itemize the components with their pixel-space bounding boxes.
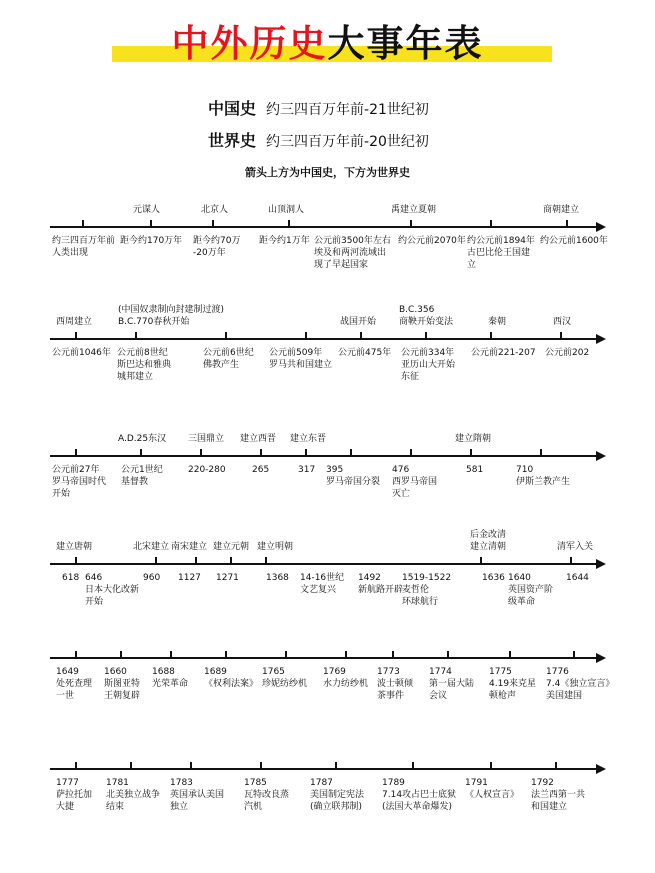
- timeline-tick: [490, 220, 492, 227]
- world-event-label: 618: [62, 573, 80, 583]
- world-event-label: 公元前221-207: [471, 348, 536, 358]
- world-event-label: 距今约1万年: [259, 236, 310, 246]
- timeline-tick: [560, 332, 562, 339]
- timeline-tick: [190, 762, 192, 769]
- timeline-tick: [305, 332, 307, 339]
- timeline-tick: [470, 449, 472, 456]
- world-event-label: 1792 法兰西第一共 和国建立: [531, 778, 586, 812]
- timeline-axis: [50, 768, 598, 770]
- world-event-label: 1777 萨拉托加 大捷: [56, 778, 93, 812]
- timeline-tick: [82, 220, 84, 227]
- timeline-axis: [50, 338, 598, 340]
- timeline-tick: [260, 449, 262, 456]
- world-event-label: 14-16世纪 文艺复兴: [300, 573, 345, 595]
- subtitle-china-range: 约三四百万年前-21世纪初: [266, 102, 429, 118]
- world-event-label: 公元前27年 罗马帝国时代 开始: [52, 465, 107, 499]
- china-event-label: 建立西晋: [240, 434, 277, 444]
- china-event-label: 建立隋朝: [455, 434, 492, 444]
- timeline-tick: [75, 449, 77, 456]
- world-event-label: 约三四百万年前 人类出现: [52, 236, 116, 258]
- world-event-label: 公元前202: [545, 348, 590, 358]
- timeline-tick: [75, 557, 77, 564]
- timeline-tick: [345, 651, 347, 658]
- world-event-label: 距今约170万年: [120, 236, 183, 246]
- world-event-label: 646 日本大化改新 开始: [85, 573, 140, 607]
- timeline-axis: [50, 657, 598, 659]
- subtitle-world: [208, 128, 429, 151]
- world-event-label: 公元前3500年左右 埃及和两河流域出 现了早起国家: [314, 236, 391, 270]
- world-event-label: 1688 光荣革命: [152, 667, 189, 689]
- timeline-tick: [212, 220, 214, 227]
- world-event-label: 1644: [566, 573, 589, 583]
- arrow-head-icon: [596, 559, 606, 569]
- world-event-label: 476 西罗马帝国 灭亡: [392, 465, 438, 499]
- timeline-tick: [230, 557, 232, 564]
- timeline-tick: [410, 449, 412, 456]
- subtitle-china-label: 中国史: [208, 99, 257, 118]
- world-event-label: 317: [298, 465, 316, 475]
- world-event-label: 1660 斯图亚特 王朝复辟: [104, 667, 141, 701]
- timeline-tick: [490, 332, 492, 339]
- timeline-tick: [155, 557, 157, 564]
- world-event-label: 1774 第一届大陆 会议: [429, 667, 475, 701]
- china-event-label: 建立唐朝: [56, 542, 93, 552]
- title-red-part: 中外历史: [171, 22, 328, 65]
- world-event-label: 1689 《权利法案》: [204, 667, 259, 689]
- world-event-label: 220-280: [188, 465, 226, 475]
- timeline-tick: [490, 762, 492, 769]
- title-black-part: 大事年表: [327, 22, 484, 65]
- world-event-label: 1519-1522 麦哲伦 环球航行: [402, 573, 452, 607]
- timeline-tick: [566, 220, 568, 227]
- timeline-tick: [75, 762, 77, 769]
- china-event-label: 西周建立: [56, 317, 93, 327]
- timeline-tick: [140, 449, 142, 456]
- world-event-label: 1785 瓦特改良蒸 汽机: [244, 778, 290, 812]
- world-event-label: 1787 美国制定宪法 (确立联邦制): [310, 778, 365, 812]
- timeline-note: 箭头上方为中国史，下方为世界史: [245, 166, 410, 179]
- timeline-tick: [540, 449, 542, 456]
- timeline-tick: [360, 332, 362, 339]
- china-event-label: 北宋建立: [133, 542, 170, 552]
- china-event-label: 禹建立夏朝: [391, 205, 437, 215]
- timeline-tick: [285, 651, 287, 658]
- world-event-label: 约公元前2070年: [398, 236, 466, 246]
- timeline-axis: [50, 563, 598, 565]
- timeline-tick: [75, 332, 77, 339]
- timeline-tick: [573, 651, 575, 658]
- china-event-label: 元谋人: [133, 205, 161, 215]
- timeline-tick: [555, 762, 557, 769]
- china-event-label: 三国鼎立: [188, 434, 225, 444]
- world-event-label: 1368: [266, 573, 289, 583]
- world-event-label: 395 罗马帝国分裂: [326, 465, 381, 487]
- world-event-label: 581: [466, 465, 484, 475]
- timeline-tick: [392, 651, 394, 658]
- timeline-tick: [120, 651, 122, 658]
- world-event-label: 1783 英国承认美国 独立: [170, 778, 225, 812]
- world-event-label: 约公元前1894年 古巴比伦王国建 立: [467, 236, 535, 270]
- world-event-label: 约公元前1600年: [540, 236, 608, 246]
- china-event-label: 南宋建立: [171, 542, 208, 552]
- timeline-tick: [305, 449, 307, 456]
- china-event-label: 山顶洞人: [268, 205, 305, 215]
- subtitle-world-range: 约三四百万年前-20世纪初: [266, 134, 429, 150]
- world-event-label: 公元1世纪 基督教: [121, 465, 163, 487]
- world-event-label: 公元前475年: [338, 348, 392, 358]
- world-event-label: 1775 4.19来克星 顿枪声: [489, 667, 537, 701]
- timeline-tick: [412, 762, 414, 769]
- china-event-label: 商朝建立: [543, 205, 580, 215]
- world-event-label: 公元前8世纪 斯巴达和雅典 城邦建立: [117, 348, 172, 382]
- world-event-label: 1765 珍妮纺纱机: [262, 667, 308, 689]
- timeline-tick: [447, 651, 449, 658]
- china-event-label: (中国奴隶制向封建制过渡) B.C.770春秋开始: [118, 305, 225, 327]
- timeline-tick: [130, 762, 132, 769]
- world-event-label: 1640 英国资产阶 级革命: [508, 573, 554, 607]
- world-event-label: 公元前334年 亚历山大开始 东征: [401, 348, 456, 382]
- timeline-tick: [425, 332, 427, 339]
- china-event-label: 建立东晋: [290, 434, 327, 444]
- world-event-label: 960: [143, 573, 161, 583]
- world-event-label: 1776 7.4《独立宣言》 美国建国: [546, 667, 615, 701]
- world-event-label: 距今约70万 -20万年: [193, 236, 241, 258]
- world-event-label: 1271: [216, 573, 239, 583]
- world-event-label: 1781 北美独立战争 结束: [106, 778, 161, 812]
- china-event-label: A.D.25东汉: [118, 434, 167, 444]
- world-event-label: 265: [252, 465, 270, 475]
- china-event-label: 秦朝: [488, 317, 507, 327]
- world-event-label: 1127: [178, 573, 201, 583]
- china-event-label: 北京人: [201, 205, 229, 215]
- timeline-tick: [260, 762, 262, 769]
- timeline-axis: [50, 455, 598, 457]
- timeline-tick: [225, 332, 227, 339]
- arrow-head-icon: [596, 334, 606, 344]
- world-event-label: 1649 处死查理 一世: [56, 667, 93, 701]
- timeline-tick: [350, 449, 352, 456]
- china-event-label: 后金改清 建立清朝: [470, 530, 507, 552]
- world-event-label: 公元前1046年: [52, 348, 111, 358]
- timeline-tick: [509, 651, 511, 658]
- world-event-label: 710 伊斯兰教产生: [516, 465, 571, 487]
- world-event-label: 公元前6世纪 佛教产生: [203, 348, 254, 370]
- arrow-head-icon: [596, 653, 606, 663]
- world-event-label: 1791 《人权宣言》: [465, 778, 520, 800]
- world-event-label: 1773 波士顿倾 茶事件: [377, 667, 414, 701]
- world-event-label: 1789 7.14攻占巴士底狱 (法国大革命爆发): [382, 778, 457, 812]
- timeline-tick: [570, 557, 572, 564]
- timeline-tick: [225, 651, 227, 658]
- timeline-tick: [335, 762, 337, 769]
- china-event-label: 建立元朝: [213, 542, 250, 552]
- china-event-label: 建立明朝: [257, 542, 294, 552]
- world-event-label: 公元前509年 罗马共和国建立: [269, 348, 333, 370]
- timeline-tick: [170, 651, 172, 658]
- china-event-label: 西汉: [553, 317, 572, 327]
- timeline-tick: [288, 220, 290, 227]
- china-event-label: 战国开始: [340, 317, 377, 327]
- timeline-tick: [135, 332, 137, 339]
- timeline-axis: [50, 226, 598, 228]
- subtitle-world-label: 世界史: [208, 131, 257, 150]
- world-event-label: 1769 水力纺纱机: [323, 667, 369, 689]
- timeline-tick: [410, 220, 412, 227]
- world-event-label: 1492 新航路开辟: [358, 573, 404, 595]
- china-event-label: B.C.356 商鞅开始变法: [399, 305, 454, 327]
- arrow-head-icon: [596, 222, 606, 232]
- timeline-tick: [480, 557, 482, 564]
- timeline-tick: [75, 651, 77, 658]
- timeline-tick: [195, 557, 197, 564]
- timeline-tick: [150, 220, 152, 227]
- arrow-head-icon: [596, 764, 606, 774]
- timeline-tick: [265, 557, 267, 564]
- arrow-head-icon: [596, 451, 606, 461]
- timeline-tick: [200, 449, 202, 456]
- china-event-label: 清军入关: [557, 542, 594, 552]
- world-event-label: 1636: [482, 573, 505, 583]
